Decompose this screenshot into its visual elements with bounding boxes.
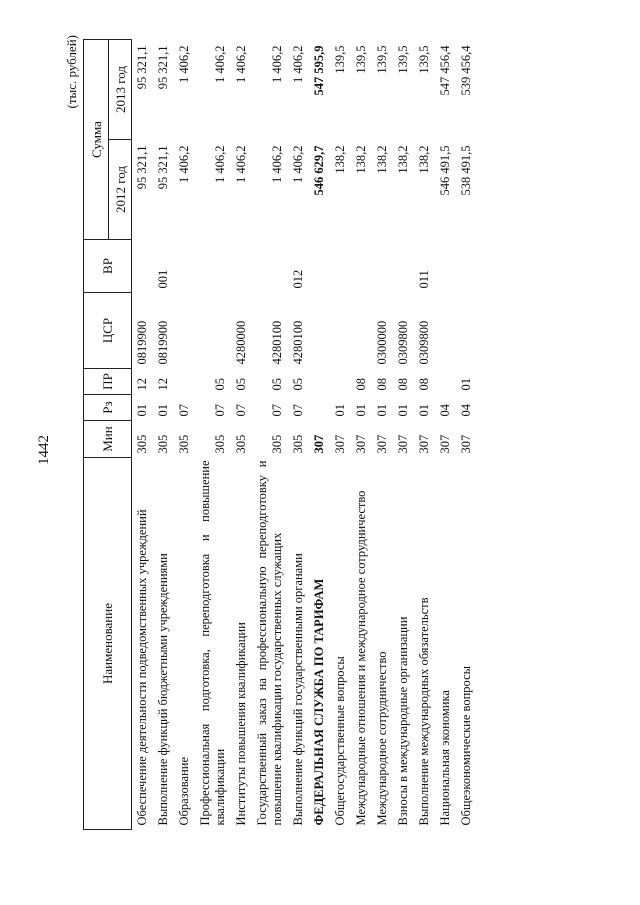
row-csr	[174, 293, 195, 369]
row-amount-2013: 1 406,2	[291, 45, 305, 83]
row-amount-2013: 547 456,4	[438, 45, 452, 96]
row-min: 307	[312, 434, 326, 454]
row-name: Взносы в международные организации	[396, 616, 410, 826]
table-row	[252, 40, 288, 830]
row-vr	[195, 240, 231, 293]
row-amount-2013: 139,5	[417, 45, 431, 74]
row-rz	[309, 395, 330, 421]
table-row	[414, 40, 435, 830]
row-rz: 04	[438, 404, 452, 417]
row-pr: 01	[459, 378, 473, 391]
row-name: Национальная экономика	[438, 690, 452, 826]
row-name: Государственный заказ на профессиональную переподготовку и повышение квалификации государственных служащих	[255, 460, 284, 826]
row-name: Образование	[177, 756, 191, 826]
row-amount-2012: 546 491,5	[438, 145, 452, 196]
row-pr: 12	[135, 378, 149, 391]
row-name: Выполнение международных обязательств	[417, 597, 431, 826]
table-row	[393, 40, 414, 830]
row-min: 305	[177, 434, 191, 454]
row-vr: 012	[291, 269, 305, 289]
table-row	[153, 40, 174, 830]
table-row	[288, 40, 309, 830]
row-pr	[435, 369, 456, 395]
row-name: Общегосударственные вопросы	[333, 656, 347, 826]
row-vr	[252, 240, 288, 293]
row-rz: 07	[291, 404, 305, 417]
row-min: 307	[396, 434, 410, 454]
table-row	[309, 40, 330, 830]
row-csr: 4280000	[234, 320, 248, 365]
row-amount-2012: 138,2	[354, 145, 368, 174]
row-amount-2013: 139,5	[333, 45, 347, 74]
row-min: 307	[459, 434, 473, 454]
table-header	[84, 40, 132, 830]
row-amount-2013: 139,5	[375, 45, 389, 74]
header-year-2012: 2012 год	[109, 140, 132, 240]
row-csr: 4280100	[291, 320, 305, 365]
row-pr: 08	[354, 378, 368, 391]
budget-table	[83, 39, 477, 830]
row-pr	[174, 369, 195, 395]
row-pr: 08	[375, 378, 389, 391]
row-amount-2012: 138,2	[396, 145, 410, 174]
row-csr	[195, 293, 231, 369]
row-min: 307	[417, 434, 431, 454]
row-min: 307	[438, 434, 452, 454]
row-vr	[372, 240, 393, 293]
row-amount-2012: 1 406,2	[213, 145, 227, 183]
header-min: Мин	[84, 421, 132, 458]
header-name: Наименование	[84, 458, 132, 830]
row-pr: 05	[270, 378, 284, 391]
row-amount-2012: 546 629,7	[312, 145, 326, 196]
row-amount-2013: 1 406,2	[177, 45, 191, 83]
row-pr: 12	[156, 378, 170, 391]
row-csr	[435, 293, 456, 369]
header-rz: Рз	[84, 395, 132, 421]
row-csr: 0300000	[375, 320, 389, 365]
row-csr	[351, 293, 372, 369]
table-row	[330, 40, 351, 830]
row-rz: 01	[156, 404, 170, 417]
row-min: 305	[270, 434, 284, 454]
row-name: Выполнение функций государственными органами	[291, 553, 305, 826]
row-amount-2012: 1 406,2	[270, 145, 284, 183]
header-year-2013: 2013 год	[109, 40, 132, 140]
table-body	[132, 40, 478, 830]
row-vr	[435, 240, 456, 293]
header-pr: ПР	[84, 369, 132, 395]
row-name: Обеспечение деятельности подведомственных учреждений	[135, 509, 149, 826]
row-min: 307	[354, 434, 368, 454]
row-csr: 0309800	[396, 320, 410, 365]
row-amount-2013: 139,5	[354, 45, 368, 74]
row-amount-2012: 95 321,1	[156, 145, 170, 190]
row-amount-2012: 1 406,2	[234, 145, 248, 183]
row-csr: 4280100	[270, 320, 284, 365]
row-min: 305	[135, 434, 149, 454]
table-row	[351, 40, 372, 830]
row-pr: 08	[417, 378, 431, 391]
row-amount-2013: 1 406,2	[270, 45, 284, 83]
row-rz: 07	[213, 404, 227, 417]
row-csr: 0819900	[156, 320, 170, 365]
row-name: Выполнение функций бюджетными учреждениями	[156, 553, 170, 826]
row-vr	[231, 240, 252, 293]
row-amount-2013: 139,5	[396, 45, 410, 74]
row-amount-2012: 538 491,5	[459, 145, 473, 196]
row-min: 305	[234, 434, 248, 454]
row-csr	[456, 293, 477, 369]
row-vr	[393, 240, 414, 293]
row-vr: 011	[417, 270, 431, 289]
row-amount-2013: 547 595,9	[312, 45, 326, 96]
row-csr	[309, 293, 330, 369]
row-rz: 01	[417, 404, 431, 417]
row-amount-2012: 138,2	[375, 145, 389, 174]
row-rz: 04	[459, 404, 473, 417]
row-csr	[330, 293, 351, 369]
row-name: ФЕДЕРАЛЬНАЯ СЛУЖБА ПО ТАРИФАМ	[312, 578, 326, 826]
row-amount-2012: 138,2	[333, 145, 347, 174]
row-rz: 01	[375, 404, 389, 417]
row-rz: 01	[135, 404, 149, 417]
header-csr: ЦСР	[84, 293, 132, 369]
table-row	[456, 40, 477, 830]
unit-note: (тыс. рублей)	[64, 35, 79, 109]
row-vr	[132, 240, 154, 293]
row-name: Международные отношения и международное сотрудничество	[354, 490, 368, 826]
row-amount-2013: 1 406,2	[213, 45, 227, 83]
row-amount-2012: 138,2	[417, 145, 431, 174]
row-csr: 0309800	[417, 320, 431, 365]
table-row	[231, 40, 252, 830]
row-amount-2012: 1 406,2	[177, 145, 191, 183]
row-pr: 05	[234, 378, 248, 391]
row-pr: 08	[396, 378, 410, 391]
table-row	[174, 40, 195, 830]
row-vr: 001	[156, 269, 170, 289]
row-name: Институты повышения квалификации	[234, 622, 248, 826]
row-vr	[309, 240, 330, 293]
row-amount-2013: 1 406,2	[234, 45, 248, 83]
row-min: 307	[333, 434, 347, 454]
row-min: 305	[291, 434, 305, 454]
row-rz: 07	[270, 404, 284, 417]
row-rz: 01	[333, 404, 347, 417]
header-vr: ВР	[84, 240, 132, 293]
row-amount-2013: 539 456,4	[459, 45, 473, 96]
row-vr	[456, 240, 477, 293]
row-rz: 01	[354, 404, 368, 417]
row-min: 305	[156, 434, 170, 454]
table-row	[435, 40, 456, 830]
row-name: Международное сотрудничество	[375, 651, 389, 826]
row-rz: 07	[234, 404, 248, 417]
page-number: 1442	[36, 435, 52, 465]
row-min: 307	[375, 434, 389, 454]
row-amount-2012: 95 321,1	[135, 145, 149, 190]
row-pr	[330, 369, 351, 395]
table-row	[195, 40, 231, 830]
row-amount-2013: 95 321,1	[135, 45, 149, 90]
table-row	[372, 40, 393, 830]
row-min: 305	[213, 434, 227, 454]
row-csr: 0819900	[135, 320, 149, 365]
row-amount-2013: 95 321,1	[156, 45, 170, 90]
row-rz: 01	[396, 404, 410, 417]
row-vr	[351, 240, 372, 293]
row-vr	[330, 240, 351, 293]
row-rz: 07	[177, 404, 191, 417]
row-pr: 05	[213, 378, 227, 391]
table-row	[132, 40, 154, 830]
row-vr	[174, 240, 195, 293]
row-name: Профессиональная подготовка, переподготовка и повышение квалификации	[198, 460, 227, 826]
row-pr	[309, 369, 330, 395]
header-sum: Сумма	[84, 40, 109, 240]
row-amount-2012: 1 406,2	[291, 145, 305, 183]
row-name: Общеэкономические вопросы	[459, 665, 473, 826]
row-pr: 05	[291, 378, 305, 391]
